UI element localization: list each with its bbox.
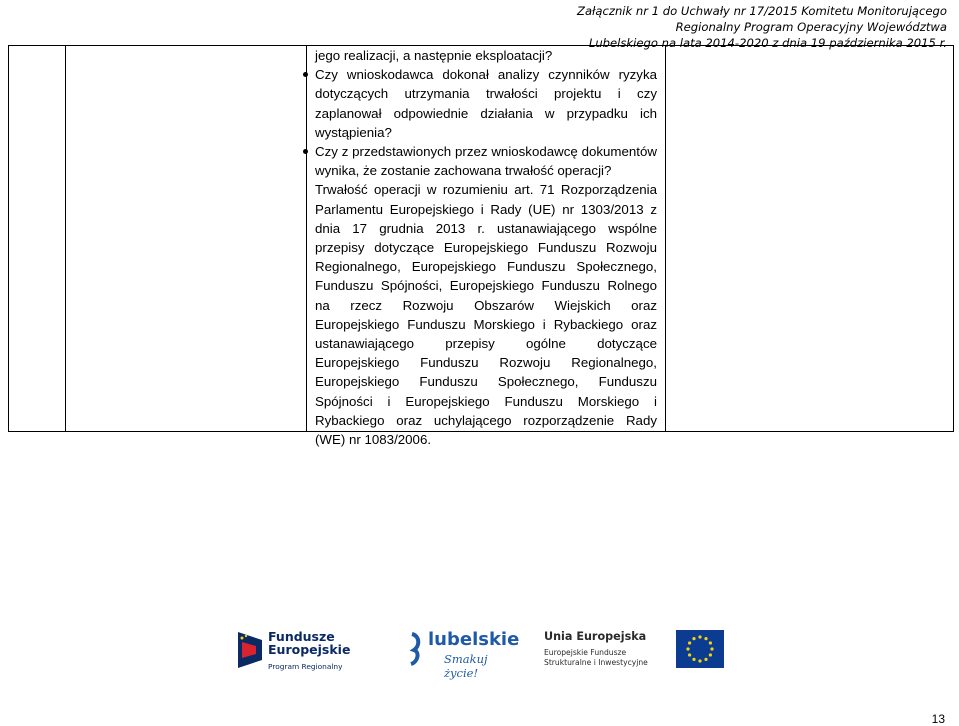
table-column-divider [665, 46, 666, 431]
ue-title: Unia Europejska [544, 630, 647, 643]
bullet-icon [303, 149, 308, 154]
lubelskie-name: lubelskie [428, 629, 520, 650]
legal-reference-paragraph: Trwałość operacji w rozumieniu art. 71 Rozporządzenia Parlamentu Europejskiego i Rady (UE) nr 1303/2013 z dnia 17 grudnia 2013 r. ustanawiającego wspólne przepisy dotyczące Europejskiego Funduszu Rozwoju Regionalnego, Europejskiego Funduszu Społecznego, Funduszu Spójności, Europejskiego Funduszu Rolnego na rzecz Rozwoju Obszarów Wiejskich oraz Europejskiego Funduszu Morskiego i Rybackiego oraz ustanawiającego przepisy ogólne dotyczące Europejskiego Funduszu Rozwoju Regionalnego, Europejskiego Funduszu Społecznego, Funduszu Spójności i Europejskiego Funduszu Morskiego i Rybackiego oraz uchylającego rozporządzenie Rady (WE) nr 1083/2006. [315, 182, 657, 448]
fe-title-line-1: Fundusze [268, 629, 335, 644]
question-text: Czy z przedstawionych przez wnioskodawcę dokumentów wynika, że zostanie zachowana trwałość operacji? [315, 144, 657, 179]
question-text: Czy wnioskodawca dokonał analizy czynników ryzyka dotyczących utrzymania trwałości projektu i czy zaplanował odpowiednie działania w przypadku ich wystąpienia? [315, 67, 657, 140]
question-list [315, 65, 657, 180]
lubelskie-mark-icon [408, 632, 422, 666]
lubelskie-slogan: Smakuj życie! [444, 652, 488, 680]
fundusze-europejskie-logo [236, 624, 354, 680]
bullet-icon [303, 72, 308, 77]
question-item [315, 142, 657, 180]
table-column-divider [306, 46, 307, 431]
footer-logos [236, 624, 716, 680]
fe-title-line-2: Europejskie [268, 642, 351, 657]
header-line-2: Regionalny Program Operacyjny Województwa [675, 20, 947, 34]
fe-mark-icon [236, 630, 264, 670]
page-number: 13 [931, 712, 945, 726]
header-line-1: Załącznik nr 1 do Uchwały nr 17/2015 Komitetu Monitorującego [577, 4, 947, 18]
criteria-cell [315, 46, 657, 449]
table-column-divider [65, 46, 66, 431]
ue-subtitle-line-2: Strukturalne i Inwestycyjne [544, 658, 648, 667]
fe-title [268, 630, 350, 656]
header-line-3: Lubelskiego na lata 2014-2020 z dnia 19 października 2015 r. [588, 36, 947, 50]
cell-continuation-line: jego realizacji, a następnie eksploatacji? [315, 48, 553, 63]
criteria-table [8, 45, 954, 448]
document-header [577, 3, 947, 51]
ue-subtitle [544, 648, 648, 668]
eu-flag-icon [676, 630, 724, 668]
lubelskie-logo [408, 624, 520, 680]
ue-subtitle-line-1: Europejskie Fundusze [544, 648, 627, 657]
unia-europejska-logo [544, 624, 724, 680]
question-item [315, 65, 657, 142]
fe-subtitle: Program Regionalny [268, 662, 343, 671]
